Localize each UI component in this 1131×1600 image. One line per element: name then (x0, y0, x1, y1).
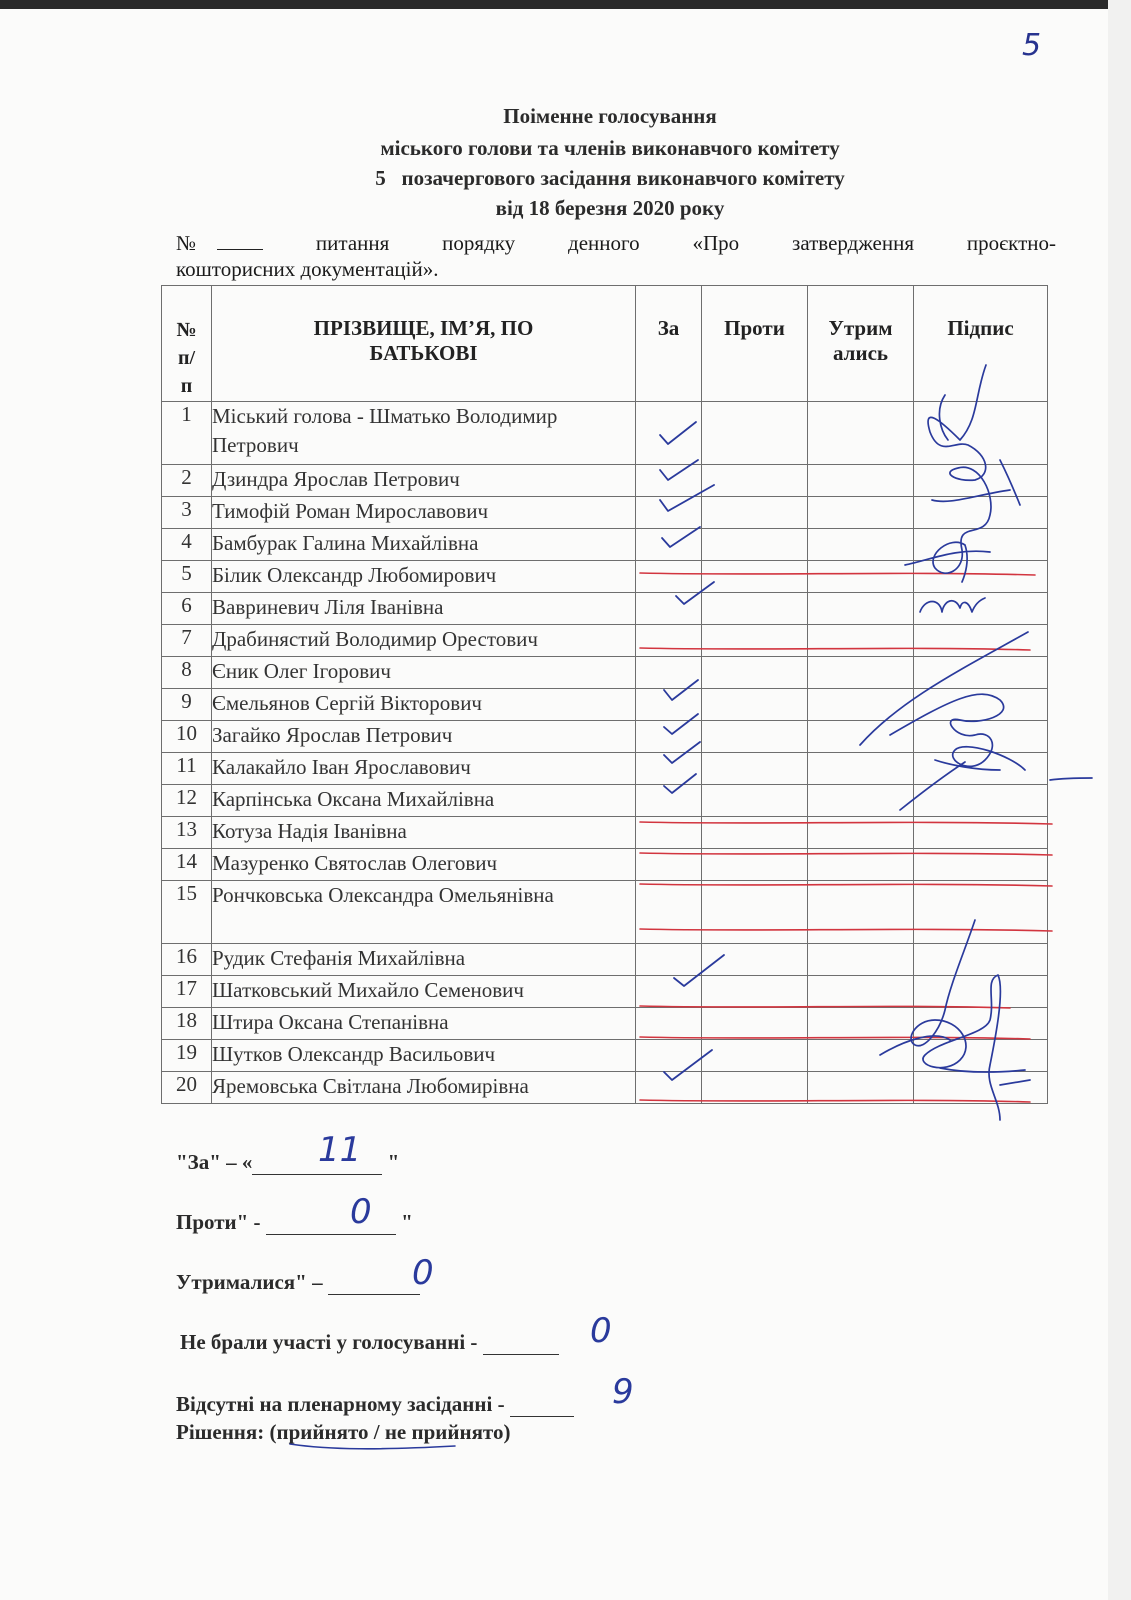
abstained-cell (808, 689, 914, 721)
member-name: Шутков Олександр Васильович (212, 1040, 636, 1072)
abstained-cell (808, 497, 914, 529)
for-cell (636, 817, 702, 849)
member-name: Загайко Ярослав Петрович (212, 721, 636, 753)
row-number: 17 (162, 976, 212, 1008)
table-row (162, 881, 1048, 944)
member-name: Карпінська Оксана Михайлівна (212, 785, 636, 817)
signature-cell (914, 625, 1048, 657)
signature-cell (914, 497, 1048, 529)
member-name: Котуза Надія Іванівна (212, 817, 636, 849)
agenda-line-2: кошторисних документацій». (176, 257, 439, 281)
against-cell (702, 497, 808, 529)
signature-cell (914, 881, 1048, 944)
for-cell (636, 976, 702, 1008)
signature-cell (914, 1008, 1048, 1040)
against-cell (702, 529, 808, 561)
for-cell (636, 657, 702, 689)
member-name: Мазуренко Святослав Олегович (212, 849, 636, 881)
signature-cell (914, 753, 1048, 785)
decision-line: Рішення: (прийнято / не прийнято) (176, 1420, 511, 1444)
abstained-cell (808, 817, 914, 849)
for-cell (636, 1040, 702, 1072)
signature-cell (914, 785, 1048, 817)
header-abstained: Утрим ались (808, 286, 914, 402)
abstained-cell (808, 402, 914, 465)
abstained-cell (808, 785, 914, 817)
row-number: 11 (162, 753, 212, 785)
header-number: № п/ п (162, 286, 212, 402)
table-row (162, 465, 1048, 497)
table-row (162, 402, 1048, 465)
against-cell (702, 657, 808, 689)
table-row (162, 944, 1048, 976)
against-cell (702, 1008, 808, 1040)
signature-cell (914, 593, 1048, 625)
for-cell (636, 465, 702, 497)
summary-for: "За" – « " (176, 1150, 400, 1174)
against-cell (702, 881, 808, 944)
table-row (162, 497, 1048, 529)
row-number: 19 (162, 1040, 212, 1072)
for-cell (636, 529, 702, 561)
member-name: Єник Олег Ігорович (212, 657, 636, 689)
against-cell (702, 402, 808, 465)
abstained-cell (808, 1040, 914, 1072)
table-row (162, 561, 1048, 593)
row-number: 3 (162, 497, 212, 529)
abstained-cell (808, 593, 914, 625)
table-row (162, 593, 1048, 625)
row-number: 14 (162, 849, 212, 881)
member-name: Яремовська Світлана Любомирівна (212, 1072, 636, 1104)
table-row (162, 976, 1048, 1008)
table-row (162, 625, 1048, 657)
against-cell (702, 625, 808, 657)
signature-cell (914, 944, 1048, 976)
member-name: Бамбурак Галина Михайлівна (212, 529, 636, 561)
row-number: 2 (162, 465, 212, 497)
member-name: Шатковський Михайло Семенович (212, 976, 636, 1008)
against-cell (702, 689, 808, 721)
table-row (162, 1040, 1048, 1072)
abstained-cell (808, 1072, 914, 1104)
header-against: Проти (702, 286, 808, 402)
abstained-cell (808, 753, 914, 785)
signature-cell (914, 529, 1048, 561)
row-number: 10 (162, 721, 212, 753)
title-date: від 18 березня 2020 року (495, 196, 725, 220)
table-row (162, 657, 1048, 689)
for-cell (636, 849, 702, 881)
against-cell (702, 944, 808, 976)
header-signature: Підпис (914, 286, 1048, 402)
member-name: Калакайло Іван Ярославович (212, 753, 636, 785)
signature-cell (914, 721, 1048, 753)
for-cell (636, 785, 702, 817)
title-line-2: міського голови та членів виконавчого комітету (380, 136, 840, 160)
member-name: Драбинястий Володимир Орестович (212, 625, 636, 657)
against-cell (702, 849, 808, 881)
for-cell (636, 689, 702, 721)
against-cell (702, 593, 808, 625)
for-cell (636, 1072, 702, 1104)
summary-abstained-value: 0 (412, 1253, 434, 1293)
abstained-cell (808, 465, 914, 497)
signature-cell (914, 561, 1048, 593)
summary-against-value: 0 (350, 1192, 372, 1232)
agenda-prefix: № (176, 230, 263, 256)
abstained-cell (808, 625, 914, 657)
row-number: 15 (162, 881, 212, 944)
row-number: 20 (162, 1072, 212, 1104)
summary-absent: Відсутні на пленарному засіданні - (176, 1392, 574, 1417)
for-cell (636, 561, 702, 593)
table-row (162, 721, 1048, 753)
table-row (162, 1072, 1048, 1104)
scan-right-edge (1108, 0, 1131, 1600)
row-number: 13 (162, 817, 212, 849)
not-voted-blank (483, 1332, 559, 1355)
against-cell (702, 785, 808, 817)
table-row (162, 753, 1048, 785)
member-name: Дзиндра Ярослав Петрович (212, 465, 636, 497)
for-cell (636, 402, 702, 465)
row-number: 9 (162, 689, 212, 721)
for-cell (636, 753, 702, 785)
for-cell (636, 593, 702, 625)
signature-cell (914, 402, 1048, 465)
for-cell (636, 881, 702, 944)
summary-for-value: 11 (318, 1130, 362, 1170)
member-name: Рудик Стефанія Михайлівна (212, 944, 636, 976)
summary-absent-value: 9 (612, 1372, 634, 1412)
for-cell (636, 721, 702, 753)
member-name: Вавриневич Ліля Іванівна (212, 593, 636, 625)
against-cell (702, 721, 808, 753)
page-number: 5 (1022, 28, 1042, 63)
abstained-cell (808, 849, 914, 881)
signature-cell (914, 976, 1048, 1008)
header-for: За (636, 286, 702, 402)
abstained-cell (808, 657, 914, 689)
row-number: 1 (162, 402, 212, 465)
abstained-cell (808, 1008, 914, 1040)
against-blank (266, 1212, 396, 1235)
table-header-row (162, 286, 1048, 402)
table-row (162, 817, 1048, 849)
table-row (162, 689, 1048, 721)
member-name: Тимофій Роман Мирославович (212, 497, 636, 529)
table-row (162, 529, 1048, 561)
row-number: 12 (162, 785, 212, 817)
agenda-item (176, 230, 1056, 282)
member-name: Ємельянов Сергій Вікторович (212, 689, 636, 721)
against-cell (702, 817, 808, 849)
header-full-name: ПРІЗВИЩЕ, ІМ’Я, ПО БАТЬКОВІ (212, 286, 636, 402)
abstained-blank (328, 1272, 420, 1295)
for-cell (636, 1008, 702, 1040)
abstained-cell (808, 529, 914, 561)
against-cell (702, 1072, 808, 1104)
signature-cell (914, 689, 1048, 721)
row-number: 7 (162, 625, 212, 657)
against-cell (702, 753, 808, 785)
against-cell (702, 561, 808, 593)
row-number: 16 (162, 944, 212, 976)
row-number: 5 (162, 561, 212, 593)
abstained-cell (808, 976, 914, 1008)
summary-against: Проти" - " (176, 1210, 413, 1234)
for-cell (636, 944, 702, 976)
row-number: 4 (162, 529, 212, 561)
signature-cell (914, 657, 1048, 689)
for-cell (636, 497, 702, 529)
title-line-1: Поіменне голосування (503, 104, 717, 128)
table-row (162, 1008, 1048, 1040)
summary-not-voted-value: 0 (590, 1311, 612, 1351)
summary-not-voted: Не брали участі у голосуванні - (180, 1330, 559, 1355)
signature-cell (914, 1040, 1048, 1072)
member-name: Білик Олександр Любомирович (212, 561, 636, 593)
table-row (162, 849, 1048, 881)
row-number: 18 (162, 1008, 212, 1040)
abstained-cell (808, 881, 914, 944)
signature-cell (914, 1072, 1048, 1104)
abstained-cell (808, 561, 914, 593)
signature-cell (914, 849, 1048, 881)
row-number: 6 (162, 593, 212, 625)
agenda-line-1: № питання порядку денного «Про затвердження проєктно- (176, 231, 1056, 255)
voting-table (161, 285, 1048, 1104)
row-number: 8 (162, 657, 212, 689)
title-line-3 (160, 166, 1060, 191)
member-name: Міський голова - Шматько Володимир Петрович (212, 402, 636, 465)
member-name: Рончковська Олександра Омельянівна (212, 881, 636, 944)
member-name: Штира Оксана Степанівна (212, 1008, 636, 1040)
agenda-number-blank (217, 249, 263, 250)
against-cell (702, 465, 808, 497)
voting-rows (162, 402, 1048, 1104)
signature-cell (914, 465, 1048, 497)
session-type: позачергового засідання виконавчого комітету (401, 166, 845, 190)
for-cell (636, 625, 702, 657)
absent-blank (510, 1394, 574, 1417)
summary-abstained: Утрималися" – (176, 1270, 420, 1295)
table-row (162, 785, 1048, 817)
against-cell (702, 1040, 808, 1072)
session-number: 5 (375, 166, 386, 190)
abstained-cell (808, 721, 914, 753)
scan-top-edge (0, 0, 1108, 9)
against-cell (702, 976, 808, 1008)
signature-cell (914, 817, 1048, 849)
abstained-cell (808, 944, 914, 976)
